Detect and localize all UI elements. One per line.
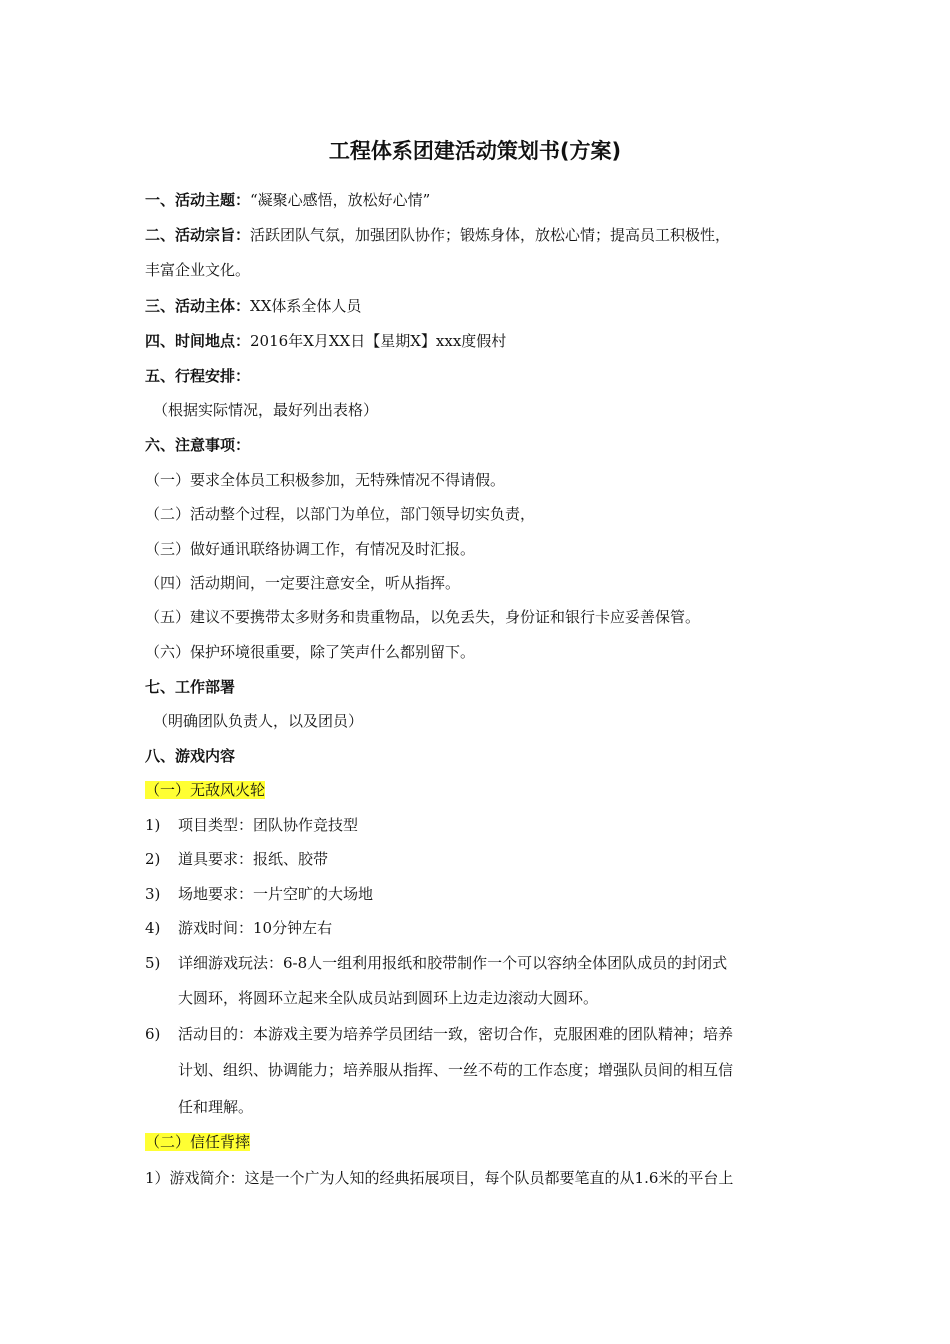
game1-item	[145, 883, 373, 905]
time-label: 四、时间地点：	[145, 332, 251, 350]
item-text: 任和理解。	[178, 1098, 254, 1116]
note-item: （一）要求全体员工积极参加，无特殊情况不得请假。	[145, 471, 506, 489]
item-text: 大圆环，将圆环立起来全队成员站到圆环上边走边滚动大圆环。	[178, 989, 599, 1007]
deploy-label: 七、工作部署	[145, 678, 236, 696]
game2-heading: （二）信任背摔	[145, 1133, 251, 1151]
time-text: 2016年X月XX日【星期X】xxx度假村	[250, 332, 507, 350]
item-number: 2)	[145, 850, 161, 868]
purpose-text-continued: 丰富企业文化。	[145, 261, 251, 279]
item-number: 4)	[145, 919, 161, 937]
game1-heading: （一）无敌风火轮	[145, 781, 266, 799]
deploy-note: （明确团队负责人，以及团员）	[153, 712, 364, 730]
theme-line	[145, 189, 430, 211]
game1-item	[145, 848, 328, 870]
note-item: （四）活动期间，一定要注意安全，听从指挥。	[145, 574, 461, 592]
item-text: 活动目的：本游戏主要为培养学员团结一致，密切合作，克服困难的团队精神；培养	[178, 1025, 734, 1043]
game1-item	[145, 1059, 733, 1081]
game1-heading-line	[145, 779, 265, 801]
purpose-text: 活跃团队气氛，加强团队协作；锻炼身体，放松心情；提高员工积极性，	[250, 226, 731, 244]
item-text: 游戏时间：10分钟左右	[178, 919, 333, 937]
purpose-line	[145, 224, 730, 246]
item-text: 计划、组织、协调能力；培养服从指挥、一丝不苟的工作态度；增强队员间的相互信	[178, 1061, 734, 1079]
item-text: 场地要求：一片空旷的大场地	[178, 885, 374, 903]
game2-intro: 1）游戏简介：这是一个广为人知的经典拓展项目，每个队员都要笔直的从1.6米的平台上	[145, 1169, 734, 1187]
subject-label: 三、活动主体：	[145, 297, 251, 315]
note-item: （二）活动整个过程，以部门为单位，部门领导切实负责，	[145, 505, 536, 523]
document-title: 工程体系团建活动策划书(方案)	[328, 139, 622, 163]
item-text: 详细游戏玩法：6-8人一组利用报纸和胶带制作一个可以容纳全体团队成员的封闭式	[178, 954, 728, 972]
purpose-label: 二、活动宗旨：	[145, 226, 251, 244]
note-item: （五）建议不要携带太多财务和贵重物品，以免丢失，身份证和银行卡应妥善保管。	[145, 608, 701, 626]
games-label: 八、游戏内容	[145, 747, 236, 765]
game1-item	[145, 1096, 253, 1118]
subject-line	[145, 295, 361, 317]
game1-item	[145, 987, 598, 1009]
game1-item	[145, 952, 727, 974]
item-number: 3)	[145, 885, 161, 903]
note-item: （六）保护环境很重要，除了笑声什么都别留下。	[145, 643, 476, 661]
game1-item	[145, 917, 332, 939]
notes-label: 六、注意事项：	[145, 436, 251, 454]
item-number: 1)	[145, 816, 161, 834]
schedule-note: （根据实际情况，最好列出表格）	[153, 401, 379, 419]
schedule-label: 五、行程安排：	[145, 367, 251, 385]
item-number: 5)	[145, 954, 161, 972]
game1-item	[145, 1023, 733, 1045]
time-line	[145, 330, 506, 352]
theme-text: “凝聚心感悟，放松好心情”	[250, 191, 431, 209]
game1-item	[145, 814, 358, 836]
note-item: （三）做好通讯联络协调工作，有情况及时汇报。	[145, 540, 476, 558]
item-text: 道具要求：报纸、胶带	[178, 850, 329, 868]
item-text: 项目类型：团队协作竞技型	[178, 816, 359, 834]
game2-heading-line	[145, 1131, 250, 1153]
subject-text: XX体系全体人员	[250, 297, 362, 315]
item-number: 6)	[145, 1025, 161, 1043]
theme-label: 一、活动主题：	[145, 191, 251, 209]
